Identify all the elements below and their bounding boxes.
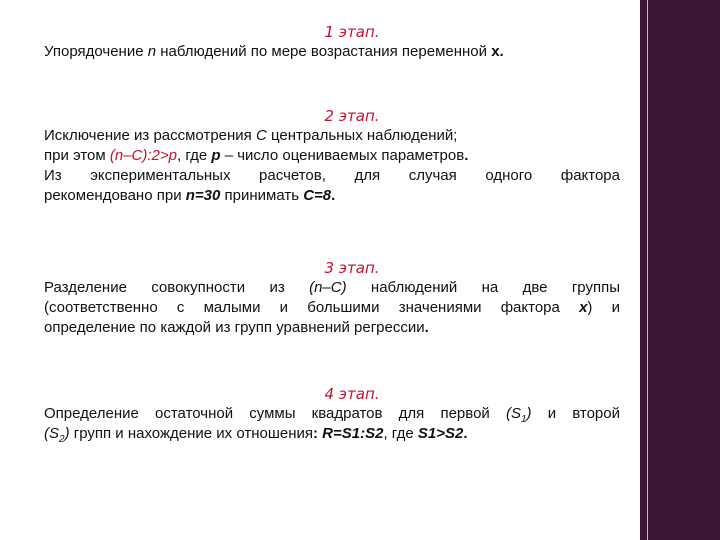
stage-2-l2-b: , где xyxy=(176,147,212,164)
stage-2-n30: n=30 xyxy=(185,187,221,204)
stage-3-l1-b: наблюдений на две группы xyxy=(346,279,620,296)
stage-3-nc: (n–С) xyxy=(309,279,347,296)
stage-3-block xyxy=(44,258,620,338)
stage-4-line-2 xyxy=(44,424,620,444)
stage-4-l2-a: групп и нахождение их отношения xyxy=(69,425,313,442)
stage-1-n: n xyxy=(147,43,157,60)
stage-2-l2-c: – число оцениваемых параметров xyxy=(220,147,465,164)
stage-1-x: x xyxy=(491,43,500,60)
stage-3-line-1 xyxy=(44,278,620,298)
stage-2-l1-a: Исключение из рассмотрения xyxy=(44,127,256,144)
sidebar-decoration xyxy=(640,0,720,540)
stage-2-l2-a: при этом xyxy=(44,147,110,164)
stage-4-title: 4 этап. xyxy=(324,385,380,403)
stage-2-l4-a: рекомендовано при xyxy=(44,187,186,204)
stage-2-line-1 xyxy=(44,126,620,146)
stage-3-x: х xyxy=(579,299,588,316)
stage-2-l1-b: центральных наблюдений; xyxy=(266,127,458,144)
stage-4-block xyxy=(44,384,620,444)
stage-4-line-1 xyxy=(44,404,620,424)
stage-4-s1-sub: 1 xyxy=(520,414,527,425)
stage-2-line-3: Из экспериментальных расчетов, для случая одного фактора xyxy=(44,167,620,184)
stage-4-s1-open: (S xyxy=(505,405,521,422)
stage-2-l4-b: принимать xyxy=(220,187,304,204)
stage-2-line-4 xyxy=(44,186,620,206)
stage-4-s1 xyxy=(505,405,532,425)
stage-4-cond: S1>S2 xyxy=(417,425,464,442)
sidebar-divider xyxy=(647,0,648,540)
stage-1-title: 1 этап. xyxy=(324,23,380,41)
stage-4-l1-a: Определение остаточной суммы квадратов для первой xyxy=(44,405,506,422)
stage-4-l2-dot: . xyxy=(463,425,468,442)
stage-4-s2 xyxy=(44,425,70,445)
stage-4-l1-b: и второй xyxy=(531,405,620,422)
stage-2-l2-dot: . xyxy=(464,147,469,164)
stage-4-formula: R=S1:S2 xyxy=(322,425,384,442)
stage-3-l1-a: Разделение совокупности из xyxy=(44,279,310,296)
stage-2-title: 2 этап. xyxy=(324,107,380,125)
stage-1-text-a: Упорядочение xyxy=(44,43,148,60)
stage-1-block xyxy=(44,22,620,62)
stage-4-l2-b: , где xyxy=(383,425,418,442)
stage-4-s2-open: (S xyxy=(44,425,59,442)
stage-2-p: p xyxy=(211,147,221,164)
stage-1-dot: . xyxy=(499,43,504,60)
stage-4-s2-sub: 2 xyxy=(59,434,65,445)
stage-2-block xyxy=(44,106,620,206)
stage-3-title: 3 этап. xyxy=(324,259,380,277)
stage-1-text xyxy=(44,42,620,62)
stage-3-line-3 xyxy=(44,318,620,338)
stage-3-l3-dot: . xyxy=(424,319,429,336)
stage-2-formula: (n–С):2>p xyxy=(109,147,177,164)
stage-3-l2: (соответственно с малыми и большими значениями фактора xyxy=(44,299,580,316)
stage-4-colon: : xyxy=(312,425,323,442)
stage-2-l4-dot: . xyxy=(331,187,336,204)
stage-3-l3: определение по каждой из групп уравнений регрессии xyxy=(44,319,425,336)
stage-4-s2-close: ) xyxy=(64,425,70,442)
stage-3-line-2 xyxy=(44,298,620,318)
stage-2-c8: С=8 xyxy=(303,187,332,204)
stage-1-text-b: наблюдений по мере возрастания переменной xyxy=(156,43,492,60)
stage-2-l1-c: С xyxy=(255,127,267,144)
stage-3-l2-b: ) и xyxy=(587,299,620,316)
stage-2-line-2 xyxy=(44,146,620,166)
stage-4-s1-close: ) xyxy=(526,405,532,422)
